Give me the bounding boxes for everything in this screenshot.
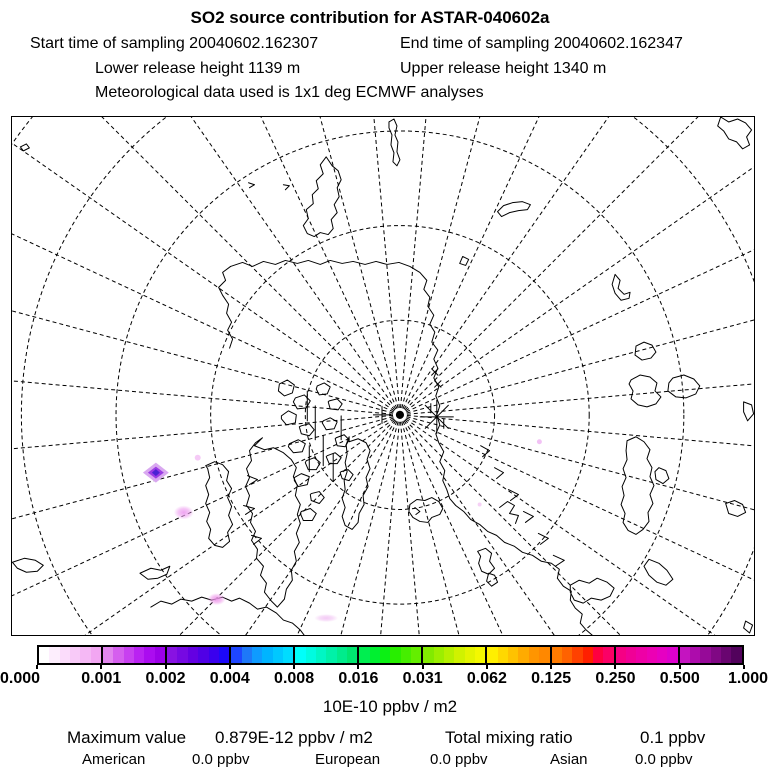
colorbar-cell [219, 647, 229, 663]
colorbar-cell [124, 647, 134, 663]
colorbar-cell [337, 647, 347, 663]
colorbar-cell [347, 647, 357, 663]
concentration-hotspots [143, 439, 542, 622]
source-asian-label: Asian [550, 751, 588, 768]
colorbar-cell [262, 647, 272, 663]
colorbar-cell [283, 647, 293, 663]
colorbar-cell [370, 647, 380, 663]
colorbar-cell [177, 647, 187, 663]
lower-release-label: Lower release height 1139 m [95, 60, 301, 77]
total-mixing-ratio-value: 0.1 ppbv [640, 728, 706, 747]
colorbar-cell [626, 647, 636, 663]
colorbar-tick-label: 1.000 [727, 670, 768, 687]
colorbar-cell [667, 647, 677, 663]
colorbar-tick-label: 0.002 [145, 670, 186, 687]
colorbar-tick [743, 665, 745, 669]
colorbar [37, 645, 744, 665]
colorbar-cell [411, 647, 421, 663]
colorbar-tick [550, 665, 552, 669]
colorbar-cell [242, 647, 252, 663]
colorbar-tick-label: 0.008 [274, 670, 315, 687]
colorbar-cell [454, 647, 464, 663]
colorbar-cell [390, 647, 400, 663]
colorbar-tick [422, 665, 424, 669]
colorbar-cell [508, 647, 518, 663]
colorbar-cell [113, 647, 123, 663]
maximum-value-label: Maximum value [67, 728, 187, 747]
polar-map [11, 116, 755, 636]
colorbar-cell [229, 647, 241, 663]
colorbar-cell [252, 647, 262, 663]
colorbar-cell [421, 647, 433, 663]
colorbar-cell [711, 647, 721, 663]
colorbar-tick [100, 665, 102, 669]
colorbar-cell [293, 647, 305, 663]
colorbar-cell [572, 647, 582, 663]
colorbar-tick [357, 665, 359, 669]
colorbar-cell [39, 647, 49, 663]
colorbar-cell [539, 647, 549, 663]
colorbar-cell [647, 647, 657, 663]
total-mixing-ratio-label: Total mixing ratio [445, 728, 573, 747]
colorbar-cell [273, 647, 283, 663]
colorbar-cell [690, 647, 700, 663]
colorbar-cell [498, 647, 508, 663]
colorbar-cell [357, 647, 369, 663]
colorbar-cell [49, 647, 59, 663]
colorbar-cell [475, 647, 485, 663]
colorbar-cell [518, 647, 528, 663]
met-data-label: Meteorological data used is 1x1 deg ECMWF analyses [95, 84, 484, 101]
page-title: SO2 source contribution for ASTAR-040602a [190, 8, 550, 27]
colorbar-tick-label: 0.016 [338, 670, 379, 687]
colorbar-cell [657, 647, 667, 663]
colorbar-units-label: 10E-10 ppbv / m2 [322, 697, 458, 716]
colorbar-cell [721, 647, 731, 663]
colorbar-cell [80, 647, 90, 663]
colorbar-cell [198, 647, 208, 663]
colorbar-tick [165, 665, 167, 669]
colorbar-cell [731, 647, 741, 663]
colorbar-tick [679, 665, 681, 669]
upper-release-label: Upper release height 1340 m [400, 60, 607, 77]
colorbar-cell [485, 647, 497, 663]
colorbar-cell [326, 647, 336, 663]
colorbar-cell [316, 647, 326, 663]
colorbar-cell [306, 647, 316, 663]
colorbar-tick [293, 665, 295, 669]
colorbar-cell [700, 647, 710, 663]
coastlines [12, 117, 753, 635]
colorbar-cell [60, 647, 70, 663]
end-time-label: End time of sampling 20040602.162347 [400, 35, 683, 52]
colorbar-cell [188, 647, 198, 663]
colorbar-cell [583, 647, 593, 663]
source-american-label: American [82, 751, 146, 768]
colorbar-cell [380, 647, 390, 663]
colorbar-tick-label: 0.000 [0, 670, 41, 687]
colorbar-cell [614, 647, 626, 663]
colorbar-tick-label: 0.031 [402, 670, 443, 687]
colorbar-cell [636, 647, 646, 663]
colorbar-cell [593, 647, 603, 663]
colorbar-cell [465, 647, 475, 663]
colorbar-tick-label: 0.500 [659, 670, 700, 687]
source-asian-value: 0.0 ppbv [635, 751, 693, 768]
colorbar-tick [614, 665, 616, 669]
colorbar-cell [550, 647, 562, 663]
colorbar-cell [401, 647, 411, 663]
source-european-label: European [315, 751, 381, 768]
source-american-value: 0.0 ppbv [192, 751, 250, 768]
start-time-label: Start time of sampling 20040602.162307 [30, 35, 319, 52]
colorbar-cell [562, 647, 572, 663]
colorbar-tick-label: 0.062 [466, 670, 507, 687]
colorbar-cell [70, 647, 80, 663]
colorbar-cell [91, 647, 101, 663]
colorbar-cell [529, 647, 539, 663]
colorbar-tick-label: 0.125 [531, 670, 572, 687]
colorbar-cell [134, 647, 144, 663]
colorbar-tick [229, 665, 231, 669]
colorbar-tick [486, 665, 488, 669]
colorbar-tick-label: 0.004 [209, 670, 250, 687]
colorbar-cell [444, 647, 454, 663]
colorbar-cell [434, 647, 444, 663]
maximum-value: 0.879E-12 ppbv / m2 [215, 728, 373, 747]
colorbar-cell [101, 647, 113, 663]
colorbar-cell [603, 647, 613, 663]
colorbar-cell [678, 647, 690, 663]
colorbar-tick-label: 0.250 [595, 670, 636, 687]
source-european-value: 0.0 ppbv [430, 751, 488, 768]
colorbar-cell [144, 647, 154, 663]
colorbar-cell [165, 647, 177, 663]
colorbar-tick [36, 665, 38, 669]
map-canvas [12, 117, 754, 635]
colorbar-cell [209, 647, 219, 663]
colorbar-cell [155, 647, 165, 663]
colorbar-tick-label: 0.001 [81, 670, 122, 687]
